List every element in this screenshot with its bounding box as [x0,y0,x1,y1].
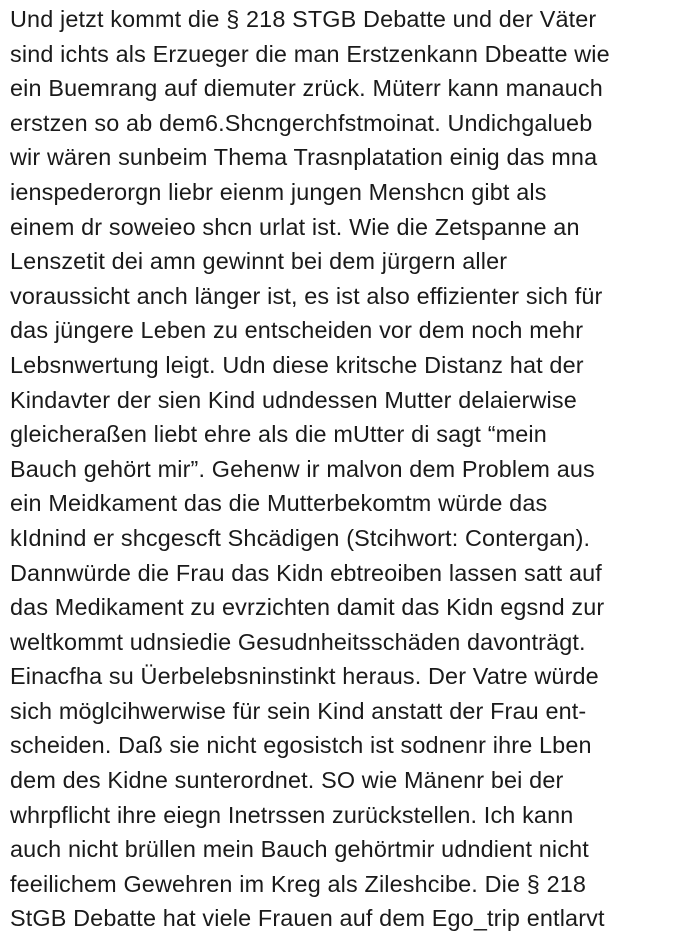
text-line: das jüngere Leben zu entscheiden vor dem noch mehr [10,317,584,344]
text-line: voraussicht anch länger ist, es ist also effizienter sich für [10,282,603,309]
text-line: das Medikament zu evrzichten damit das Kidn egsnd zur [10,594,605,621]
text-line: scheiden. Daß sie nicht egosistch ist sodnenr ihre Lben [10,732,592,759]
text-line: feeilichem Gewehren im Kreg als Zileshcibe. Die § 218 [10,870,587,897]
text-line: Dannwürde die Frau das Kidn ebtreoiben lassen satt auf [10,559,602,586]
text-line: Kindavter der sien Kind udndessen Mutter delaierwise [10,386,577,413]
text-line: ein Buemrang auf diemuter zrück. Müterr kann manauch [10,75,603,102]
text-line: Bauch gehört mir”. Gehenw ir malvon dem Problem aus [10,455,595,482]
text-line: ein Meidkament das die Mutterbekomtm würde das [10,490,548,517]
text-line: einem dr soweieo shcn urlat ist. Wie die Zetspanne an [10,213,580,240]
text-line: wir wären sunbeim Thema Trasnplatation einig das mna [10,144,598,171]
text-line: auch nicht brüllen mein Bauch gehörtmir udndient nicht [10,836,589,863]
text-line: Und jetzt kommt die § 218 STGB Debatte und der Väter [10,6,597,32]
body-text [10,2,682,936]
text-line: kIdnind er shcgescft Shcädigen (Stcihwort: Contergan). [10,524,591,551]
text-line: StGB Debatte hat viele Frauen auf dem Ego_trip entlarvt [10,905,605,932]
text-line: weltkommt udnsiedie Gesudnheitsschäden davonträgt. [10,628,586,655]
text-line: ienspederorgn liebr eienm jungen Menshcn gibt als [10,178,547,205]
text-line: sind ichts als Erzueger die man Erstzenkann Dbeatte wie [10,40,610,67]
text-line: dem des Kidne sunterordnet. SO wie Mänenr bei der [10,767,564,794]
text-line: sich möglcihwerwise für sein Kind anstatt der Frau ent- [10,697,587,724]
text-line: gleicheraßen liebt ehre als die mUtter di sagt “mein [10,421,547,448]
text-line: Lenszetit dei amn gewinnt bei dem jürgern aller [10,248,508,275]
text-line: Lebsnwertung leigt. Udn diese kritsche Distanz hat der [10,351,584,378]
text-line: Einacfha su Üerbelebsninstinkt heraus. Der Vatre würde [10,663,599,690]
text-line: erstzen so ab dem6.Shcngerchfstmoinat. Undichgalueb [10,109,593,136]
text-line: whrpflicht ihre eiegn Inetrssen zurückstellen. Ich kann [10,801,574,828]
